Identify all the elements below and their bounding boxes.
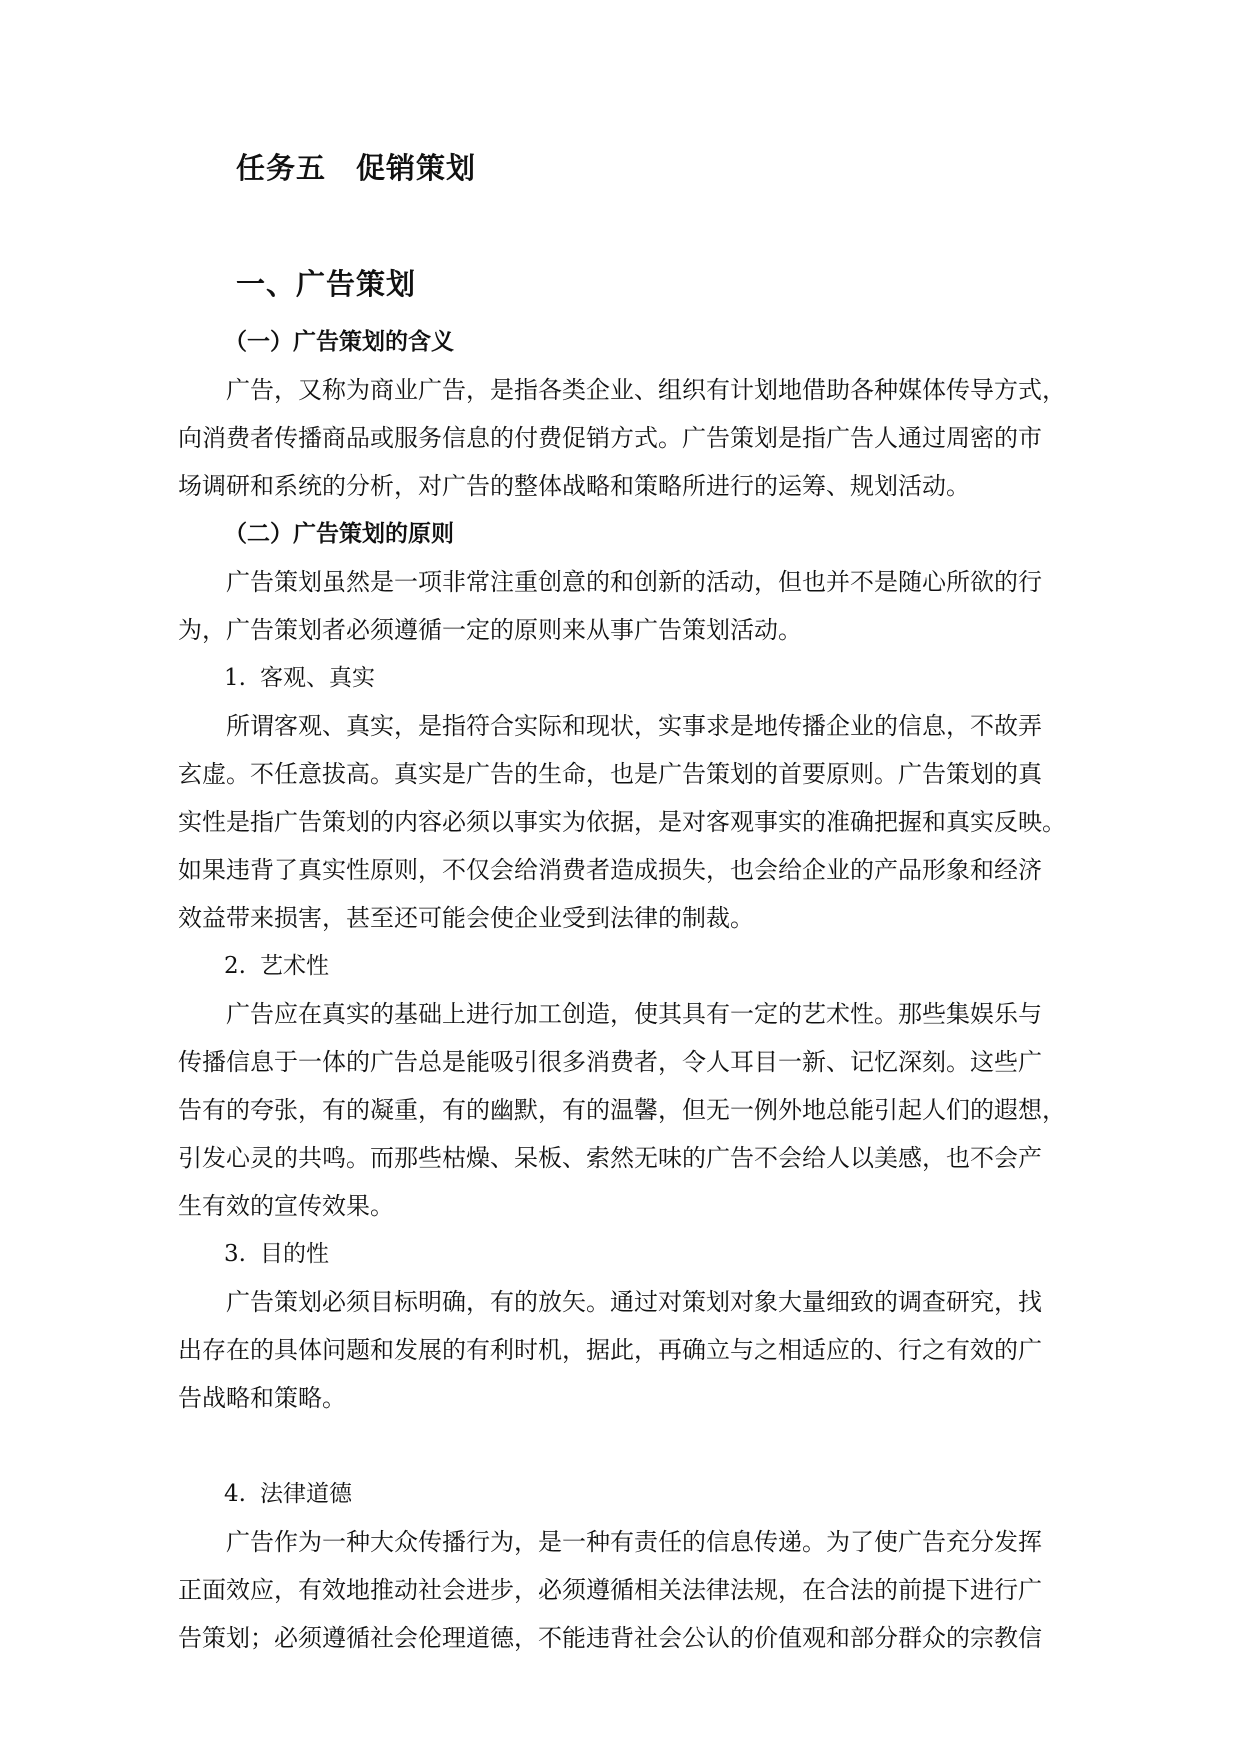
section-title: 一、广告策划	[236, 267, 417, 301]
subheading-principles: （二）广告策划的原则	[224, 520, 454, 547]
item-number: 3.	[224, 1241, 246, 1267]
paragraph-line: 效益带来损害，甚至还可能会使企业受到法律的制裁。	[178, 904, 754, 932]
paragraph-line: 为，广告策划者必须遵循一定的原则来从事广告策划活动。	[178, 616, 802, 644]
paragraph-line: 广告作为一种大众传播行为，是一种有责任的信息传递。为了使广告充分发挥	[226, 1528, 1042, 1556]
paragraph-line: 告有的夸张，有的凝重，有的幽默，有的温馨，但无一例外地总能引起人们的遐想，	[178, 1096, 1066, 1124]
paragraph-line: 所谓客观、真实，是指符合实际和现状，实事求是地传播企业的信息，不故弄	[226, 712, 1042, 740]
paragraph-line: 告策划；必须遵循社会伦理道德，不能违背社会公认的价值观和部分群众的宗教信	[178, 1624, 1042, 1652]
item-label: 艺术性	[259, 953, 329, 979]
paragraph-line: 出存在的具体问题和发展的有利时机，据此，再确立与之相适应的、行之有效的广	[178, 1336, 1042, 1364]
item-label: 目的性	[259, 1241, 329, 1267]
paragraph-line: 广告策划必须目标明确，有的放矢。通过对策划对象大量细致的调查研究，找	[226, 1288, 1042, 1316]
paragraph-line: 广告，又称为商业广告，是指各类企业、组织有计划地借助各种媒体传导方式，	[226, 376, 1066, 404]
item-label: 法律道德	[259, 1481, 352, 1507]
paragraph-line: 广告策划虽然是一项非常注重创意的和创新的活动，但也并不是随心所欲的行	[226, 568, 1042, 596]
list-item-artistic	[178, 942, 1090, 990]
paragraph-line: 广告应在真实的基础上进行加工创造，使其具有一定的艺术性。那些集娱乐与	[226, 1000, 1042, 1028]
paragraph-line: 传播信息于一体的广告总是能吸引很多消费者，令人耳目一新、记忆深刻。这些广	[178, 1048, 1042, 1076]
chapter-title: 任务五 促销策划	[236, 151, 477, 185]
item-number: 2.	[224, 953, 246, 979]
paragraph-line: 正面效应，有效地推动社会进步，必须遵循相关法律法规，在合法的前提下进行广	[178, 1576, 1042, 1604]
paragraph-definition	[178, 366, 1090, 510]
paragraph-line: 如果违背了真实性原则，不仅会给消费者造成损失，也会给企业的产品形象和经济	[178, 856, 1042, 884]
paragraph-purpose	[178, 1278, 1090, 1422]
paragraph-line: 向消费者传播商品或服务信息的付费促销方式。广告策划是指广告人通过周密的市	[178, 424, 1042, 452]
item-number: 1.	[224, 665, 246, 691]
list-item-law-ethics	[178, 1470, 1090, 1518]
paragraph-law-ethics	[178, 1518, 1090, 1662]
paragraph-principles-intro	[178, 558, 1090, 654]
list-item-purpose	[178, 1230, 1090, 1278]
paragraph-artistic	[178, 990, 1090, 1230]
paragraph-line: 告战略和策略。	[178, 1384, 346, 1412]
paragraph-line: 场调研和系统的分析，对广告的整体战略和策略所进行的运筹、规划活动。	[178, 472, 970, 500]
item-number: 4.	[224, 1481, 246, 1507]
item-label: 客观、真实	[259, 665, 375, 691]
paragraph-line: 玄虚。不任意拔高。真实是广告的生命，也是广告策划的首要原则。广告策划的真	[178, 760, 1042, 788]
blank-line	[178, 1422, 1090, 1470]
subheading-meaning: （一）广告策划的含义	[224, 328, 454, 355]
paragraph-line: 引发心灵的共鸣。而那些枯燥、呆板、索然无味的广告不会给人以美感，也不会产	[178, 1144, 1042, 1172]
paragraph-objective	[178, 702, 1090, 942]
list-item-objective	[178, 654, 1090, 702]
paragraph-line: 生有效的宣传效果。	[178, 1192, 394, 1220]
document-body	[178, 318, 1090, 1662]
paragraph-line: 实性是指广告策划的内容必须以事实为依据，是对客观事实的准确把握和真实反映。	[178, 808, 1066, 836]
